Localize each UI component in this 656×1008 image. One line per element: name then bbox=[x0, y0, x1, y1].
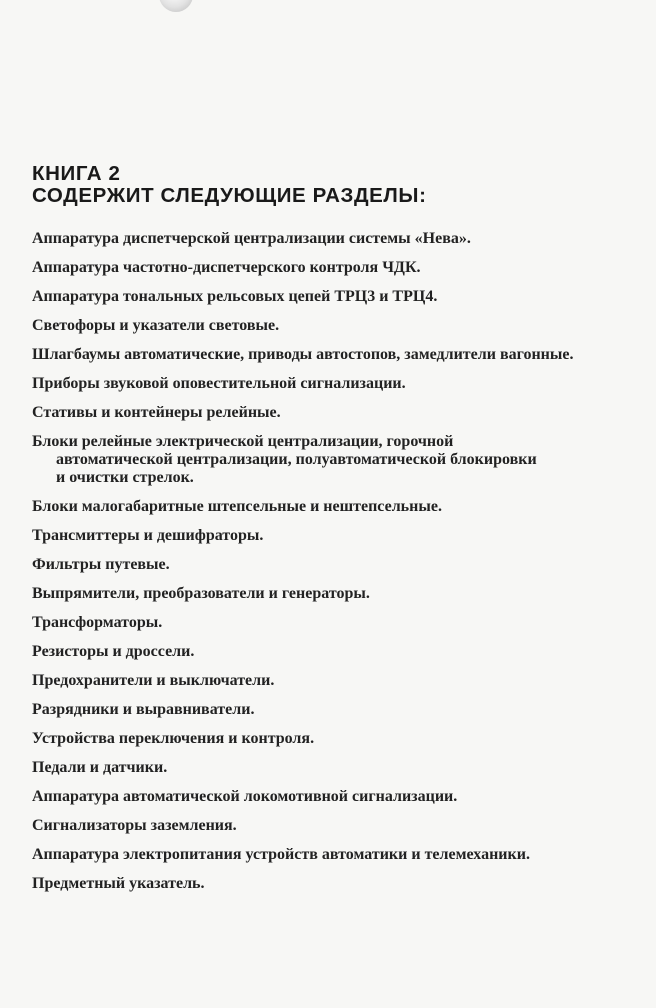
section-item: Аппаратура тональных рельсовых цепей ТРЦ3 и ТРЦ4. bbox=[32, 288, 438, 305]
section-item: Трансформаторы. bbox=[32, 614, 163, 631]
book-title: КНИГА 2 bbox=[32, 162, 121, 185]
section-item: Предметный указатель. bbox=[32, 875, 205, 892]
section-item-line: автоматической централизации, полуавтоматической блокировки bbox=[56, 451, 537, 468]
section-item: Аппаратура диспетчерской централизации системы «Нева». bbox=[32, 230, 471, 247]
section-item: Предохранители и выключатели. bbox=[32, 672, 275, 689]
section-item: Аппаратура автоматической локомотивной сигнализации. bbox=[32, 788, 458, 805]
section-item: Резисторы и дроссели. bbox=[32, 643, 195, 660]
section-item: Шлагбаумы автоматические, приводы автостопов, замедлители вагонные. bbox=[32, 346, 574, 363]
section-item: Светофоры и указатели световые. bbox=[32, 317, 280, 334]
section-item: Аппаратура частотно-диспетчерского контроля ЧДК. bbox=[32, 259, 421, 276]
section-item: Аппаратура электропитания устройств автоматики и телемеханики. bbox=[32, 846, 530, 863]
section-item: Приборы звуковой оповестительной сигнализации. bbox=[32, 375, 406, 392]
section-item: Трансмиттеры и дешифраторы. bbox=[32, 527, 264, 544]
book-header bbox=[32, 163, 427, 207]
sections-list bbox=[32, 230, 647, 904]
section-item-line: Блоки релейные электрической централизации, горочной bbox=[32, 433, 454, 450]
section-item: Блоки малогабаритные штепсельные и нештепсельные. bbox=[32, 498, 442, 515]
section-item: Сигнализаторы заземления. bbox=[32, 817, 237, 834]
section-item: Разрядники и выравниватели. bbox=[32, 701, 255, 718]
section-item: Устройства переключения и контроля. bbox=[32, 730, 315, 747]
section-item: Педали и датчики. bbox=[32, 759, 168, 776]
section-item: Выпрямители, преобразователи и генераторы. bbox=[32, 585, 370, 602]
section-item bbox=[32, 433, 647, 487]
section-item-line: и очистки стрелок. bbox=[56, 469, 194, 486]
binder-punch-hole bbox=[159, 0, 193, 12]
section-item: Фильтры путевые. bbox=[32, 556, 170, 573]
section-item: Стативы и контейнеры релейные. bbox=[32, 404, 281, 421]
contents-heading: СОДЕРЖИТ СЛЕДУЮЩИЕ РАЗДЕЛЫ: bbox=[32, 184, 427, 207]
